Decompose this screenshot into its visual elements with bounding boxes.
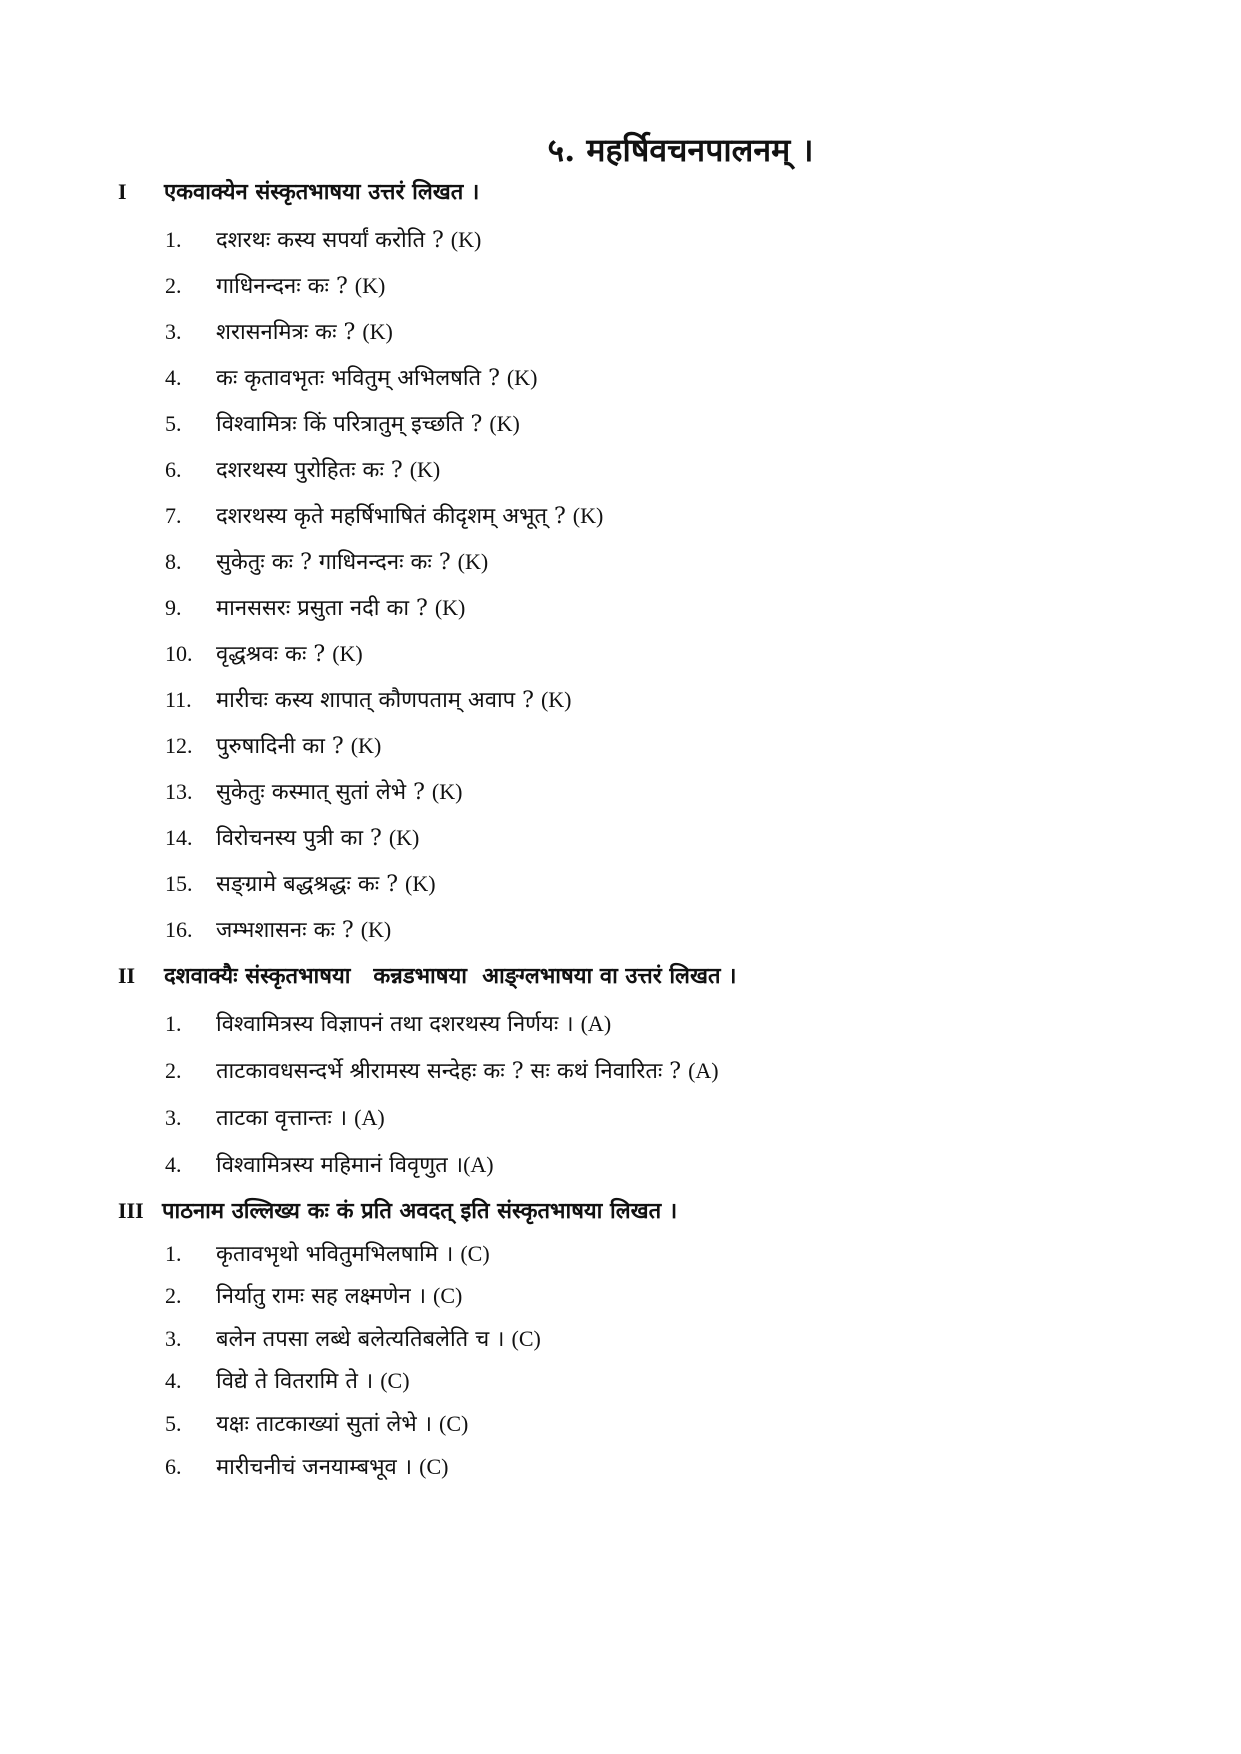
question-item bbox=[165, 868, 436, 898]
question-item bbox=[165, 592, 465, 622]
question-tag: (A) bbox=[354, 1105, 385, 1130]
question-text: दशरथस्य कृते महर्षिभाषितं कीदृशम् अभूत् ? bbox=[216, 504, 566, 529]
question-item bbox=[165, 730, 381, 760]
question-tag: (K) bbox=[388, 825, 420, 850]
question-text: कः कृतावभृतः भवितुम् अभिलषति ? bbox=[216, 366, 500, 391]
question-number: 13. bbox=[165, 779, 193, 804]
question-tag: (K) bbox=[506, 365, 538, 390]
section-heading-1 bbox=[118, 176, 479, 206]
question-number: 15. bbox=[165, 871, 193, 896]
question-number: 2. bbox=[165, 273, 182, 298]
section-title: पाठनाम उल्लिख्य कः कं प्रति अवदत् इति संस्कृतभाषया लिखत । bbox=[162, 1198, 678, 1224]
question-item bbox=[165, 1149, 494, 1179]
question-item bbox=[165, 1008, 611, 1038]
question-text: मारीचः कस्य शापात् कौणपताम् अवाप ? bbox=[216, 688, 534, 713]
question-item bbox=[165, 270, 385, 300]
question-number: 16. bbox=[165, 917, 193, 942]
question-number: 1. bbox=[165, 227, 182, 252]
question-tag: (K) bbox=[540, 687, 572, 712]
question-item bbox=[165, 1102, 385, 1132]
question-number: 3. bbox=[165, 1326, 182, 1351]
section-number: I bbox=[118, 179, 127, 204]
question-tag: (C) bbox=[380, 1368, 410, 1393]
question-text: सुकेतुः कस्मात् सुतां लेभे ? bbox=[216, 780, 425, 805]
question-tag: (K) bbox=[360, 917, 392, 942]
question-tag: (K) bbox=[450, 227, 482, 252]
question-tag: (A) bbox=[463, 1152, 494, 1177]
question-tag: (A) bbox=[580, 1011, 612, 1036]
question-number: 8. bbox=[165, 549, 182, 574]
question-tag: (C) bbox=[419, 1454, 449, 1479]
question-tag: (K) bbox=[354, 273, 386, 298]
question-number: 5. bbox=[165, 411, 182, 436]
question-text: ताटकावधसन्दर्भे श्रीरामस्य सन्देहः कः ? सः कथं निवारितः ? bbox=[216, 1059, 682, 1084]
question-number: 10. bbox=[165, 641, 193, 666]
question-number: 7. bbox=[165, 503, 182, 528]
question-number: 5. bbox=[165, 1411, 182, 1436]
question-item bbox=[165, 776, 462, 806]
question-text: ताटका वृत्तान्तः । bbox=[216, 1106, 348, 1131]
question-number: 4. bbox=[165, 1152, 182, 1177]
question-tag: (K) bbox=[332, 641, 363, 666]
question-item bbox=[165, 1323, 541, 1353]
question-text: दशरथस्य पुरोहितः कः ? bbox=[216, 458, 403, 483]
question-tag: (C) bbox=[460, 1241, 490, 1266]
question-item bbox=[165, 1451, 448, 1481]
section-number: II bbox=[118, 963, 136, 988]
question-text: यक्षः ताटकाख्यां सुतां लेभे । bbox=[216, 1412, 433, 1437]
question-text: मानससरः प्रसुता नदी का ? bbox=[216, 596, 428, 621]
question-text: कृतावभृथो भवितुमभिलषामि । bbox=[216, 1242, 454, 1267]
question-item bbox=[165, 822, 419, 852]
question-item bbox=[165, 1365, 410, 1395]
question-text: विश्वामित्रः किं परित्रातुम् इच्छति ? bbox=[216, 412, 483, 437]
question-text: सुकेतुः कः ? गाधिनन्दनः कः ? bbox=[216, 550, 451, 575]
question-item bbox=[165, 224, 481, 254]
question-number: 6. bbox=[165, 1454, 182, 1479]
question-item bbox=[165, 500, 603, 530]
question-number: 6. bbox=[165, 457, 182, 482]
question-tag: (K) bbox=[405, 871, 436, 896]
question-tag: (K) bbox=[362, 319, 393, 344]
question-text: निर्यातु रामः सह लक्ष्मणेन । bbox=[216, 1284, 427, 1309]
question-tag: (C) bbox=[439, 1411, 469, 1436]
question-number: 11. bbox=[165, 687, 192, 712]
question-item bbox=[165, 546, 488, 576]
section-title: एकवाक्येन संस्कृतभाषया उत्तरं लिखत । bbox=[164, 179, 480, 205]
question-text: बलेन तपसा लब्धे बलेत्यतिबलेति च । bbox=[216, 1327, 505, 1352]
question-item bbox=[165, 316, 393, 346]
question-text: विद्ये ते वितरामि ते । bbox=[216, 1369, 374, 1394]
question-number: 3. bbox=[165, 319, 182, 344]
question-tag: (K) bbox=[434, 595, 466, 620]
question-text: दशरथः कस्य सपर्यां करोति ? bbox=[216, 228, 444, 253]
page-title: ५. महर्षिवचनपालनम् । bbox=[547, 131, 814, 169]
question-number: 9. bbox=[165, 595, 182, 620]
question-text: विश्वामित्रस्य विज्ञापनं तथा दशरथस्य निर्णयः । bbox=[216, 1012, 574, 1037]
question-text: सङ्ग्रामे बद्धश्रद्धः कः ? bbox=[216, 872, 399, 897]
question-item bbox=[165, 684, 572, 714]
question-number: 4. bbox=[165, 1368, 182, 1393]
question-item bbox=[165, 362, 537, 392]
question-tag: (K) bbox=[350, 733, 382, 758]
question-item bbox=[165, 914, 391, 944]
question-text: शरासनमित्रः कः ? bbox=[216, 320, 356, 345]
question-number: 2. bbox=[165, 1283, 182, 1308]
question-number: 2. bbox=[165, 1058, 182, 1083]
question-number: 3. bbox=[165, 1105, 182, 1130]
question-tag: (C) bbox=[433, 1283, 463, 1308]
section-heading-3 bbox=[118, 1195, 677, 1225]
question-number: 1. bbox=[165, 1241, 182, 1266]
question-item bbox=[165, 454, 440, 484]
question-number: 1. bbox=[165, 1011, 182, 1036]
question-text: विश्वामित्रस्य महिमानं विवृणुत । bbox=[216, 1153, 464, 1178]
question-item bbox=[165, 1408, 468, 1438]
question-tag: (K) bbox=[431, 779, 463, 804]
question-number: 12. bbox=[165, 733, 193, 758]
question-text: पुरुषादिनी का ? bbox=[216, 734, 344, 759]
question-text: वृद्धश्रवः कः ? bbox=[216, 642, 326, 667]
question-item bbox=[165, 1238, 490, 1268]
section-title: दशवाक्यैः संस्कृतभाषया कन्नडभाषया आङ्ग्लभाषया वा उत्तरं लिखत । bbox=[164, 963, 737, 989]
question-tag: (K) bbox=[457, 549, 489, 574]
question-number: 14. bbox=[165, 825, 193, 850]
question-item bbox=[165, 1280, 462, 1310]
question-item bbox=[165, 1055, 719, 1085]
question-text: जम्भशासनः कः ? bbox=[216, 918, 354, 943]
question-tag: (K) bbox=[572, 503, 604, 528]
question-item bbox=[165, 408, 520, 438]
question-item bbox=[165, 638, 363, 668]
question-text: विरोचनस्य पुत्री का ? bbox=[216, 826, 382, 851]
question-tag: (A) bbox=[688, 1058, 719, 1083]
question-text: गाधिनन्दनः कः ? bbox=[216, 274, 348, 299]
question-tag: (K) bbox=[489, 411, 520, 436]
question-text: मारीचनीचं जनयाम्बभूव । bbox=[216, 1455, 413, 1480]
question-tag: (C) bbox=[511, 1326, 541, 1351]
section-number: III bbox=[118, 1198, 144, 1223]
question-number: 4. bbox=[165, 365, 182, 390]
question-tag: (K) bbox=[409, 457, 441, 482]
section-heading-2 bbox=[118, 960, 737, 990]
